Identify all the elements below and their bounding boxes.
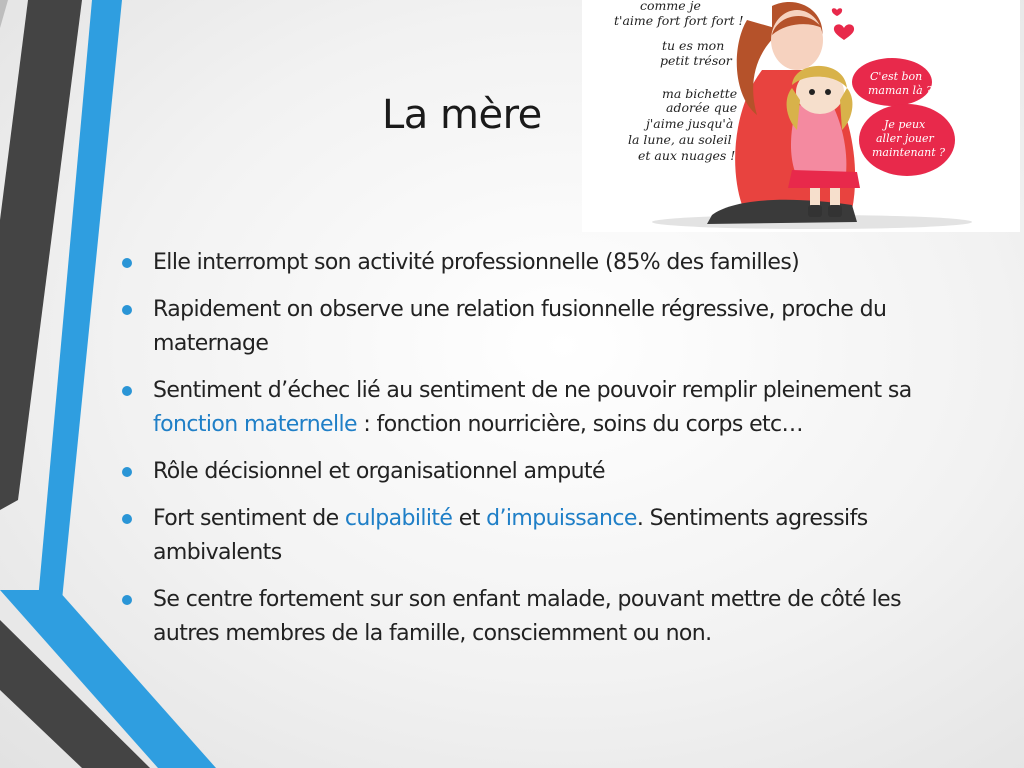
bullet-list (122, 246, 972, 664)
handwriting-line-2: t'aime fort fort fort ! (614, 13, 744, 28)
handwriting-line-5: ma bichette (662, 86, 738, 101)
illustration-drawing (582, 0, 1020, 232)
highlight-culpabilite: culpabilité (344, 506, 453, 531)
bullet-text: Rapidement on observe une relation fusionnelle régressive, proche du maternage (153, 297, 887, 356)
bullet-item (122, 246, 972, 280)
bubble-top-line-2: maman là ? (868, 84, 933, 97)
page-title: La mère (382, 92, 542, 138)
bullet-text: Se centre fortement sur son enfant malade, pouvant mettre de côté les autres membres de la famille, consciemment ou non. (153, 587, 901, 646)
bubble-top-line-1: C'est bon (870, 70, 923, 83)
bullet-item (122, 374, 972, 442)
bullet-text: et (452, 506, 487, 531)
bubble-bottom-line-3: maintenant ? (872, 146, 946, 159)
handwriting-line-1: comme je (640, 0, 701, 13)
handwriting-line-4: petit trésor (660, 53, 732, 68)
bullet-dot-icon (122, 305, 132, 315)
handwriting-line-8: la lune, au soleil (628, 132, 732, 147)
bullet-dot-icon (122, 258, 132, 268)
handwriting-line-7: j'aime jusqu'à (646, 116, 734, 131)
mother-hugging-child-illustration (582, 0, 1020, 232)
bullet-text: Rôle décisionnel et organisationnel amputé (153, 459, 605, 484)
handwriting-line-3: tu es mon (662, 38, 725, 53)
handwriting-line-6: adorée que (666, 100, 738, 115)
bubble-bottom-line-1: Je peux (884, 118, 926, 131)
highlight-fonction-maternelle: fonction maternelle (153, 412, 357, 437)
bullet-text: Elle interrompt son activité professionnelle (85% des familles) (153, 250, 800, 275)
bullet-dot-icon (122, 467, 132, 477)
bullet-item (122, 455, 972, 489)
highlight-impuissance: d’impuissance (486, 506, 637, 531)
bullet-text: Fort sentiment de (153, 506, 345, 531)
bullet-text: Sentiment d’échec lié au sentiment de ne pouvoir remplir pleinement sa (153, 378, 912, 403)
bullet-dot-icon (122, 514, 132, 524)
bullet-dot-icon (122, 595, 132, 605)
bullet-item (122, 293, 972, 361)
handwriting-line-9: et aux nuages ! (638, 148, 736, 163)
bullet-text: . Sentiments agressifs ambivalents (153, 506, 868, 565)
bullet-item (122, 502, 972, 570)
bubble-bottom-line-2: aller jouer (876, 132, 934, 145)
bullet-item (122, 583, 972, 651)
bullet-dot-icon (122, 386, 132, 396)
bullet-text: : fonction nourricière, soins du corps etc… (356, 412, 803, 437)
